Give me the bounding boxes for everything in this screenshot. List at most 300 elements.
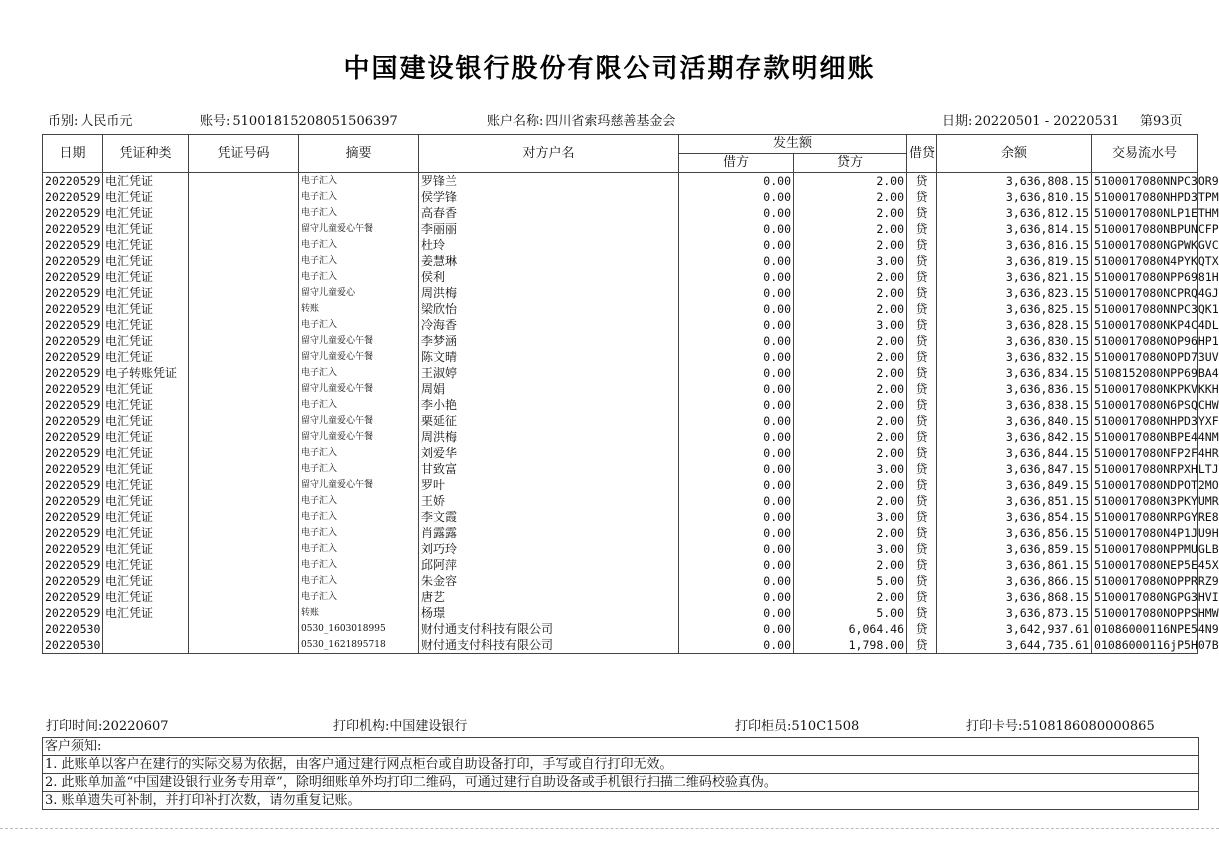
cell-summary: 电子汇入 — [299, 573, 419, 589]
cell-counterparty: 肖露露 — [419, 525, 679, 541]
cell-credit: 2.00 — [794, 349, 907, 365]
cell-debit-credit: 贷 — [907, 429, 937, 445]
cell-counterparty: 高春香 — [419, 205, 679, 221]
cell-voucher-type: 电子转账凭证 — [103, 365, 189, 381]
cell-summary: 电子汇入 — [299, 397, 419, 413]
cell-debit: 0.00 — [679, 493, 794, 509]
cell-voucher-type: 电汇凭证 — [103, 493, 189, 509]
cell-date: 20220529 — [43, 573, 103, 589]
cell-serial: 5100017080NGPWKGVC — [1092, 237, 1198, 253]
cell-debit-credit: 贷 — [907, 637, 937, 654]
cell-summary: 电子汇入 — [299, 365, 419, 381]
print-card-info — [966, 715, 1155, 734]
cell-balance: 3,636,808.15 — [937, 173, 1092, 190]
cell-debit: 0.00 — [679, 301, 794, 317]
cell-credit: 1,798.00 — [794, 637, 907, 654]
cell-voucher-type: 电汇凭证 — [103, 541, 189, 557]
cell-voucher-no — [189, 605, 299, 621]
cell-voucher-no — [189, 205, 299, 221]
cell-debit: 0.00 — [679, 589, 794, 605]
cell-balance: 3,636,854.15 — [937, 509, 1092, 525]
cell-date: 20220529 — [43, 509, 103, 525]
cell-date: 20220529 — [43, 269, 103, 285]
cell-debit: 0.00 — [679, 573, 794, 589]
cell-voucher-no — [189, 429, 299, 445]
cell-debit-credit: 贷 — [907, 557, 937, 573]
cell-summary: 电子汇入 — [299, 493, 419, 509]
cell-credit: 6,064.46 — [794, 621, 907, 637]
cell-date: 20220529 — [43, 189, 103, 205]
cell-serial: 5100017080NCPRQ4GJ — [1092, 285, 1198, 301]
cell-debit: 0.00 — [679, 189, 794, 205]
transaction-table — [42, 134, 1219, 654]
cell-summary: 电子汇入 — [299, 557, 419, 573]
cell-debit-credit: 贷 — [907, 397, 937, 413]
cell-voucher-no — [189, 621, 299, 637]
cell-voucher-type: 电汇凭证 — [103, 189, 189, 205]
col-date: 日期 — [43, 135, 103, 173]
cell-debit-credit: 贷 — [907, 413, 937, 429]
cell-credit: 2.00 — [794, 445, 907, 461]
date-range-info — [942, 110, 1119, 129]
cell-voucher-no — [189, 221, 299, 237]
cell-summary: 电子汇入 — [299, 317, 419, 333]
cell-voucher-type: 电汇凭证 — [103, 477, 189, 493]
cell-voucher-no — [189, 333, 299, 349]
cell-credit: 3.00 — [794, 509, 907, 525]
cell-debit-credit: 贷 — [907, 509, 937, 525]
table-row — [43, 237, 1198, 253]
cell-debit: 0.00 — [679, 397, 794, 413]
print-card-value: 5108186080000865 — [1022, 719, 1155, 734]
cell-summary: 电子汇入 — [299, 525, 419, 541]
cell-credit: 3.00 — [794, 541, 907, 557]
cell-debit-credit: 贷 — [907, 349, 937, 365]
print-counter-info — [735, 715, 859, 734]
cell-credit: 2.00 — [794, 205, 907, 221]
cell-credit: 2.00 — [794, 189, 907, 205]
cell-debit-credit: 贷 — [907, 461, 937, 477]
table-row — [43, 541, 1198, 557]
cell-counterparty: 杜玲 — [419, 237, 679, 253]
cell-counterparty: 罗叶 — [419, 477, 679, 493]
cell-date: 20220529 — [43, 365, 103, 381]
cell-voucher-type: 电汇凭证 — [103, 461, 189, 477]
table-row — [43, 509, 1198, 525]
cell-serial: 5100017080NHPD3TPM — [1092, 189, 1198, 205]
cell-credit: 2.00 — [794, 173, 907, 190]
cell-debit-credit: 贷 — [907, 269, 937, 285]
cell-debit: 0.00 — [679, 509, 794, 525]
cell-debit-credit: 贷 — [907, 205, 937, 221]
cell-voucher-no — [189, 253, 299, 269]
cell-date: 20220529 — [43, 413, 103, 429]
cell-serial: 5100017080N4PYKQTX — [1092, 253, 1198, 269]
cell-date: 20220529 — [43, 333, 103, 349]
cell-balance: 3,636,823.15 — [937, 285, 1092, 301]
cell-balance: 3,636,866.15 — [937, 573, 1092, 589]
table-row — [43, 173, 1198, 190]
cell-counterparty: 周娟 — [419, 381, 679, 397]
cell-date: 20220529 — [43, 429, 103, 445]
cell-credit: 2.00 — [794, 237, 907, 253]
cell-serial: 5100017080NOPD73UV — [1092, 349, 1198, 365]
cell-serial: 5100017080NLP1ETHM — [1092, 205, 1198, 221]
cell-counterparty: 侯利 — [419, 269, 679, 285]
cell-voucher-no — [189, 189, 299, 205]
cell-summary: 电子汇入 — [299, 541, 419, 557]
print-org-info — [333, 715, 467, 734]
cell-credit: 2.00 — [794, 301, 907, 317]
cell-summary: 0530_1621895718 — [299, 637, 419, 654]
cell-credit: 2.00 — [794, 221, 907, 237]
table-row — [43, 445, 1198, 461]
cell-voucher-no — [189, 301, 299, 317]
cell-counterparty: 唐艺 — [419, 589, 679, 605]
cell-voucher-type: 电汇凭证 — [103, 253, 189, 269]
cell-date: 20220529 — [43, 541, 103, 557]
cell-voucher-type: 电汇凭证 — [103, 173, 189, 190]
table-row — [43, 285, 1198, 301]
cell-summary: 电子汇入 — [299, 205, 419, 221]
col-credit: 贷方 — [794, 154, 907, 173]
cell-counterparty: 甘致富 — [419, 461, 679, 477]
cell-serial: 5100017080NGPG3HVI — [1092, 589, 1198, 605]
cell-debit-credit: 贷 — [907, 589, 937, 605]
cell-balance: 3,636,847.15 — [937, 461, 1092, 477]
cell-credit: 2.00 — [794, 589, 907, 605]
cell-counterparty: 李丽丽 — [419, 221, 679, 237]
table-row — [43, 637, 1198, 654]
cell-voucher-type: 电汇凭证 — [103, 381, 189, 397]
cell-credit: 2.00 — [794, 493, 907, 509]
cell-voucher-no — [189, 413, 299, 429]
cell-summary: 电子汇入 — [299, 461, 419, 477]
cell-serial: 5100017080NHPD3YXF — [1092, 413, 1198, 429]
cell-credit: 5.00 — [794, 573, 907, 589]
cell-counterparty: 刘巧玲 — [419, 541, 679, 557]
cell-debit: 0.00 — [679, 461, 794, 477]
cell-balance: 3,636,868.15 — [937, 589, 1092, 605]
cell-debit: 0.00 — [679, 429, 794, 445]
cell-debit: 0.00 — [679, 557, 794, 573]
cell-summary: 留守儿童爱心午餐 — [299, 333, 419, 349]
cell-voucher-no — [189, 461, 299, 477]
table-row — [43, 461, 1198, 477]
cell-debit: 0.00 — [679, 477, 794, 493]
cell-date: 20220529 — [43, 589, 103, 605]
cell-serial: 01086000116jP5H07B — [1092, 637, 1198, 654]
cell-debit-credit: 贷 — [907, 365, 937, 381]
cell-voucher-no — [189, 317, 299, 333]
cell-debit-credit: 贷 — [907, 605, 937, 621]
cell-summary: 留守儿童爱心午餐 — [299, 221, 419, 237]
table-row — [43, 589, 1198, 605]
cell-balance: 3,636,828.15 — [937, 317, 1092, 333]
cell-serial: 5100017080NKPKVKKH — [1092, 381, 1198, 397]
cell-voucher-no — [189, 509, 299, 525]
cell-voucher-no — [189, 269, 299, 285]
cell-balance: 3,636,849.15 — [937, 477, 1092, 493]
cell-voucher-type: 电汇凭证 — [103, 349, 189, 365]
currency-label: 币别: — [48, 114, 79, 129]
note-item: 1. 此账单以客户在建行的实际交易为依据，由客户通过建行网点柜台或自助设备打印，手写或自行打印无效。 — [43, 756, 1198, 774]
cell-debit-credit: 贷 — [907, 173, 937, 190]
cell-credit: 2.00 — [794, 285, 907, 301]
cell-voucher-type: 电汇凭证 — [103, 269, 189, 285]
table-row — [43, 365, 1198, 381]
cell-credit: 2.00 — [794, 477, 907, 493]
cell-serial: 5100017080N3PKYUMR — [1092, 493, 1198, 509]
cell-voucher-type: 电汇凭证 — [103, 285, 189, 301]
cell-debit-credit: 贷 — [907, 381, 937, 397]
cell-date: 20220529 — [43, 397, 103, 413]
cell-summary: 留守儿童爱心午餐 — [299, 429, 419, 445]
table-row — [43, 621, 1198, 637]
account-name-value: 四川省索玛慈善基金会 — [545, 114, 676, 129]
cell-balance: 3,636,834.15 — [937, 365, 1092, 381]
cell-counterparty: 陈文晴 — [419, 349, 679, 365]
cell-serial: 5100017080NOPPRRZ9 — [1092, 573, 1198, 589]
table-row — [43, 413, 1198, 429]
cell-voucher-no — [189, 525, 299, 541]
print-time-label: 打印时间: — [46, 719, 103, 734]
cell-counterparty: 李文霞 — [419, 509, 679, 525]
cell-debit-credit: 贷 — [907, 573, 937, 589]
cell-counterparty: 周洪梅 — [419, 285, 679, 301]
print-counter-label: 打印柜员: — [735, 719, 792, 734]
cell-debit: 0.00 — [679, 413, 794, 429]
cell-date: 20220529 — [43, 221, 103, 237]
cell-balance: 3,636,825.15 — [937, 301, 1092, 317]
table-row — [43, 477, 1198, 493]
cell-voucher-no — [189, 237, 299, 253]
cell-counterparty: 周洪梅 — [419, 429, 679, 445]
cell-voucher-no — [189, 397, 299, 413]
cell-voucher-type: 电汇凭证 — [103, 413, 189, 429]
print-card-label: 打印卡号: — [966, 719, 1023, 734]
cell-counterparty: 邱阿萍 — [419, 557, 679, 573]
cell-voucher-no — [189, 365, 299, 381]
note-item: 3. 账单遗失可补制，并打印补打次数，请勿重复记账。 — [45, 793, 361, 808]
cell-balance: 3,636,842.15 — [937, 429, 1092, 445]
cell-balance: 3,636,856.15 — [937, 525, 1092, 541]
cell-credit: 3.00 — [794, 317, 907, 333]
cell-counterparty: 侯学锋 — [419, 189, 679, 205]
cell-counterparty: 财付通支付科技有限公司 — [419, 637, 679, 654]
cell-date: 20220530 — [43, 621, 103, 637]
cell-debit: 0.00 — [679, 637, 794, 654]
cell-credit: 2.00 — [794, 525, 907, 541]
cell-voucher-no — [189, 493, 299, 509]
cell-summary: 电子汇入 — [299, 589, 419, 605]
cell-date: 20220529 — [43, 461, 103, 477]
cell-serial: 5100017080NOPPSHMW — [1092, 605, 1198, 621]
cell-debit-credit: 贷 — [907, 525, 937, 541]
cell-debit: 0.00 — [679, 237, 794, 253]
cell-summary: 留守儿童爱心 — [299, 285, 419, 301]
currency-info — [48, 110, 132, 129]
cell-debit: 0.00 — [679, 605, 794, 621]
cell-summary: 电子汇入 — [299, 445, 419, 461]
cell-date: 20220529 — [43, 605, 103, 621]
cell-counterparty: 梁欣怡 — [419, 301, 679, 317]
print-org-label: 打印机构: — [333, 719, 390, 734]
cell-date: 20220530 — [43, 637, 103, 654]
cell-credit: 3.00 — [794, 253, 907, 269]
date-range-value: 20220501 - 20220531 — [974, 114, 1120, 129]
cell-date: 20220529 — [43, 557, 103, 573]
cell-balance: 3,636,830.15 — [937, 333, 1092, 349]
cell-debit-credit: 贷 — [907, 493, 937, 509]
cell-date: 20220529 — [43, 285, 103, 301]
cell-balance: 3,636,810.15 — [937, 189, 1092, 205]
cell-voucher-type: 电汇凭证 — [103, 397, 189, 413]
page-number: 第93页 — [1140, 114, 1183, 129]
statement-title: 中国建设银行股份有限公司活期存款明细账 — [343, 54, 876, 84]
table-row — [43, 525, 1198, 541]
col-serial: 交易流水号 — [1092, 135, 1198, 173]
cell-date: 20220529 — [43, 205, 103, 221]
date-range-label: 日期: — [942, 114, 973, 129]
cell-credit: 2.00 — [794, 269, 907, 285]
cell-date: 20220529 — [43, 317, 103, 333]
cell-debit: 0.00 — [679, 525, 794, 541]
col-amount: 发生额 — [679, 135, 907, 154]
cell-counterparty: 冷海香 — [419, 317, 679, 333]
cell-voucher-type: 电汇凭证 — [103, 573, 189, 589]
cell-date: 20220529 — [43, 493, 103, 509]
cell-counterparty: 杨璟 — [419, 605, 679, 621]
cell-balance: 3,636,832.15 — [937, 349, 1092, 365]
cell-debit: 0.00 — [679, 365, 794, 381]
cell-date: 20220529 — [43, 445, 103, 461]
cell-voucher-type — [103, 637, 189, 654]
cell-balance: 3,644,735.61 — [937, 637, 1092, 654]
cell-balance: 3,636,814.15 — [937, 221, 1092, 237]
cell-summary: 电子汇入 — [299, 269, 419, 285]
cell-serial: 5100017080NNPC3QK1 — [1092, 301, 1198, 317]
cell-voucher-no — [189, 589, 299, 605]
cell-voucher-type — [103, 621, 189, 637]
cell-summary: 转账 — [299, 301, 419, 317]
cell-debit: 0.00 — [679, 349, 794, 365]
account-value: 51001815208051506397 — [232, 114, 398, 129]
cell-voucher-no — [189, 285, 299, 301]
cell-balance: 3,636,838.15 — [937, 397, 1092, 413]
cell-voucher-no — [189, 445, 299, 461]
cell-voucher-no — [189, 637, 299, 654]
cell-debit: 0.00 — [679, 269, 794, 285]
cell-credit: 2.00 — [794, 333, 907, 349]
cell-credit: 5.00 — [794, 605, 907, 621]
col-debit-credit: 借贷 — [907, 135, 937, 173]
col-debit: 借方 — [679, 154, 794, 173]
table-row — [43, 269, 1198, 285]
cell-debit-credit: 贷 — [907, 237, 937, 253]
cell-credit: 2.00 — [794, 397, 907, 413]
cell-serial: 5100017080NDPOT2MO — [1092, 477, 1198, 493]
cell-counterparty: 李梦涵 — [419, 333, 679, 349]
col-balance: 余额 — [937, 135, 1092, 173]
cell-voucher-no — [189, 477, 299, 493]
cell-debit: 0.00 — [679, 317, 794, 333]
cell-voucher-type: 电汇凭证 — [103, 205, 189, 221]
cell-credit: 3.00 — [794, 461, 907, 477]
print-counter-value: 510C1508 — [791, 719, 860, 734]
cell-voucher-no — [189, 557, 299, 573]
cell-voucher-type: 电汇凭证 — [103, 509, 189, 525]
cell-balance: 3,642,937.61 — [937, 621, 1092, 637]
cell-balance: 3,636,812.15 — [937, 205, 1092, 221]
cell-voucher-type: 电汇凭证 — [103, 333, 189, 349]
cell-serial: 5100017080NRPXHLTJ — [1092, 461, 1198, 477]
table-row — [43, 221, 1198, 237]
print-time-value: 20220607 — [102, 719, 169, 734]
cell-debit-credit: 贷 — [907, 189, 937, 205]
table-row — [43, 605, 1198, 621]
cell-debit-credit: 贷 — [907, 445, 937, 461]
cell-debit: 0.00 — [679, 445, 794, 461]
cell-debit: 0.00 — [679, 285, 794, 301]
cell-credit: 2.00 — [794, 381, 907, 397]
note-item: 2. 此账单加盖“中国建设银行业务专用章”，除明细账单外均打印二维码，可通过建行自助设备或手机银行扫描二维码校验真伪。 — [43, 774, 1198, 792]
account-label: 账号: — [200, 114, 231, 129]
account-name-info — [487, 110, 675, 129]
print-org-value: 中国建设银行 — [389, 719, 468, 734]
cell-serial: 5100017080NEP5E45X — [1092, 557, 1198, 573]
cell-serial: 5100017080NKP4C4DL — [1092, 317, 1198, 333]
cell-voucher-type: 电汇凭证 — [103, 557, 189, 573]
cell-debit: 0.00 — [679, 621, 794, 637]
customer-notes — [42, 737, 1199, 810]
cell-voucher-type: 电汇凭证 — [103, 445, 189, 461]
table-row — [43, 493, 1198, 509]
cell-credit: 2.00 — [794, 557, 907, 573]
cell-voucher-no — [189, 173, 299, 190]
cell-counterparty: 刘爱华 — [419, 445, 679, 461]
col-counterparty: 对方户名 — [419, 135, 679, 173]
cell-voucher-type: 电汇凭证 — [103, 429, 189, 445]
cell-balance: 3,636,851.15 — [937, 493, 1092, 509]
cell-serial: 01086000116NPE54N9 — [1092, 621, 1198, 637]
cell-debit: 0.00 — [679, 253, 794, 269]
cell-summary: 0530_1603018995 — [299, 621, 419, 637]
cell-summary: 留守儿童爱心午餐 — [299, 413, 419, 429]
cell-date: 20220529 — [43, 301, 103, 317]
cell-summary: 电子汇入 — [299, 237, 419, 253]
account-info — [200, 110, 398, 129]
cell-counterparty: 栗延征 — [419, 413, 679, 429]
cell-credit: 2.00 — [794, 413, 907, 429]
cell-debit-credit: 贷 — [907, 541, 937, 557]
table-row — [43, 557, 1198, 573]
cell-date: 20220529 — [43, 525, 103, 541]
cell-debit: 0.00 — [679, 333, 794, 349]
cell-counterparty: 姜慧琳 — [419, 253, 679, 269]
cell-debit-credit: 贷 — [907, 221, 937, 237]
cell-counterparty: 财付通支付科技有限公司 — [419, 621, 679, 637]
table-row — [43, 397, 1198, 413]
cell-debit-credit: 贷 — [907, 621, 937, 637]
cell-debit: 0.00 — [679, 541, 794, 557]
cell-balance: 3,636,816.15 — [937, 237, 1092, 253]
cell-serial: 5100017080NPP6981H — [1092, 269, 1198, 285]
table-row — [43, 381, 1198, 397]
cell-voucher-type: 电汇凭证 — [103, 301, 189, 317]
cell-summary: 留守儿童爱心午餐 — [299, 349, 419, 365]
cell-debit-credit: 贷 — [907, 333, 937, 349]
